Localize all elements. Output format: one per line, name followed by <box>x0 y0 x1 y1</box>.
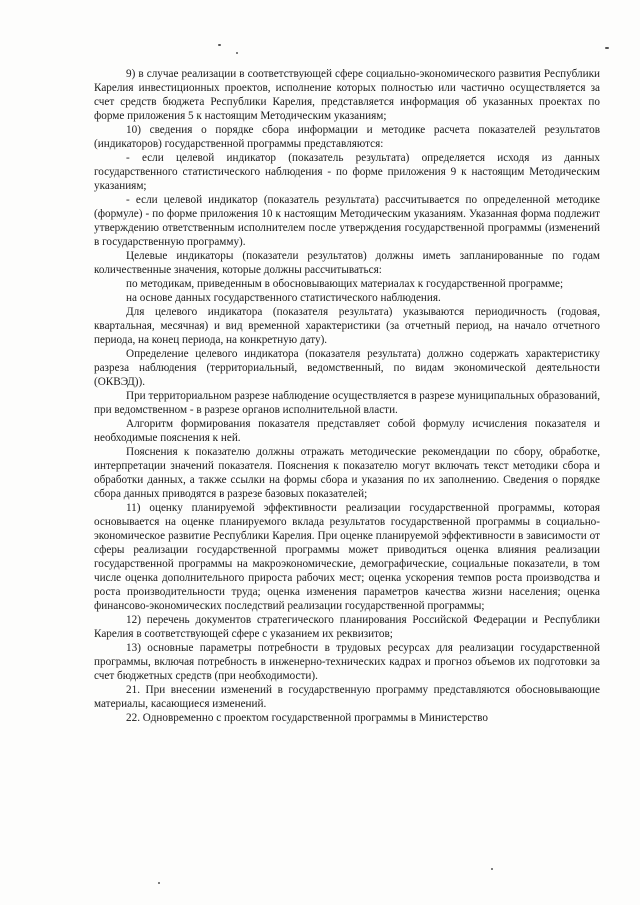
paragraph-method-indicator: - если целевой индикатор (показатель результата) рассчитывается по определенной методике (формуле) - по форме приложения 10 к настоящим Методическим указаниям. Указанная форма подлежит утверждению ответственным исполнителем после утверждения государственной программы (изменений в государственную программу). <box>94 194 600 248</box>
paragraph-territorial-section: При территориальном разрезе наблюдение осуществляется в разрезе муниципальных образований, при ведомственном - в разрезе органов исполнительной власти. <box>94 390 600 416</box>
scan-speck <box>218 44 221 46</box>
document-body <box>94 67 600 725</box>
scan-speck <box>491 868 493 870</box>
scan-speck <box>236 52 238 54</box>
paragraph-algorithm: Алгоритм формирования показателя представляет собой формулу исчисления показателя и необходимые пояснения к ней. <box>94 418 600 444</box>
paragraph-item-9: 9) в случае реализации в соответствующей сфере социально-экономического развития Республики Карелия инвестиционных проектов, исполнение которых полностью или частично осуществляется за счет средств бюджета Республики Карелия, представляется информация об указанных проектах по форме приложения 5 к настоящим Методическим указаниям; <box>94 68 600 122</box>
paragraph-item-10: 10) сведения о порядке сбора информации и методике расчета показателей результатов (индикаторов) государственной программы представляются: <box>94 124 600 150</box>
paragraph-statistical-indicator: - если целевой индикатор (показатель результата) определяется исходя из данных государственного статистического наблюдения - по форме приложения 9 к настоящим Методическим указаниям; <box>94 152 600 192</box>
paragraph-section-21: 21. При внесении изменений в государственную программу представляются обосновывающие материалы, касающиеся изменений. <box>94 684 600 710</box>
paragraph-periodicity: Для целевого индикатора (показателя результата) указываются периодичность (годовая, квартальная, месячная) и вид временной характеристики (за отчетный период, на начало отчетного периода, на конец периода, на конкретную дату). <box>94 306 600 346</box>
paragraph-section-22: 22. Одновременно с проектом государственной программы в Министерство <box>126 712 488 724</box>
scan-speck <box>605 47 609 49</box>
paragraph-item-13: 13) основные параметры потребности в трудовых ресурсах для реализации государственной программы, включая потребность в инженерно-технических кадрах и прогноз объемов их подготовки за счет бюджетных средств (при необходимости). <box>94 642 600 682</box>
paragraph-by-methods: по методикам, приведенным в обосновывающих материалах к государственной программе; <box>126 278 564 290</box>
paragraph-by-statistics: на основе данных государственного статистического наблюдения. <box>126 292 441 304</box>
paragraph-item-11: 11) оценку планируемой эффективности реализации государственной программы, которая основывается на оценке планируемого вклада результатов государственной программы в социально-экономическое развитие Республики Карелия. При оценке планируемой эффективности в зависимости от сферы реализации государственной программы может приводиться оценка влияния реализации государственной программы на макроэкономические, демографические, социальные показатели, в том числе оценка дополнительного прироста рабочих мест; оценка ускорения темпов роста производства и роста производительности труда; оценка изменения параметров качества жизни населения; оценка финансово-экономических последствий реализации государственной программы; <box>94 502 600 612</box>
paragraph-observation-section: Определение целевого индикатора (показателя результата) должно содержать характеристику разреза наблюдения (территориальный, ведомственный, по видам экономической деятельности (ОКВЭД)). <box>94 348 600 388</box>
paragraph-target-indicators: Целевые индикаторы (показатели результатов) должны иметь запланированные по годам количественные значения, которые должны рассчитываться: <box>94 250 600 276</box>
paragraph-explanations: Пояснения к показателю должны отражать методические рекомендации по сбору, обработке, интерпретации значений показателя. Пояснения к показателю могут включать текст методики сбора и обработки данных, а также ссылки на формы сбора и указания по их заполнению. Сведения о порядке сбора данных приводятся в разрезе базовых показателей; <box>94 446 600 500</box>
paragraph-item-12: 12) перечень документов стратегического планирования Российской Федерации и Республики Карелия в соответствующей сфере с указанием их реквизитов; <box>94 614 600 640</box>
scan-speck <box>158 882 160 884</box>
